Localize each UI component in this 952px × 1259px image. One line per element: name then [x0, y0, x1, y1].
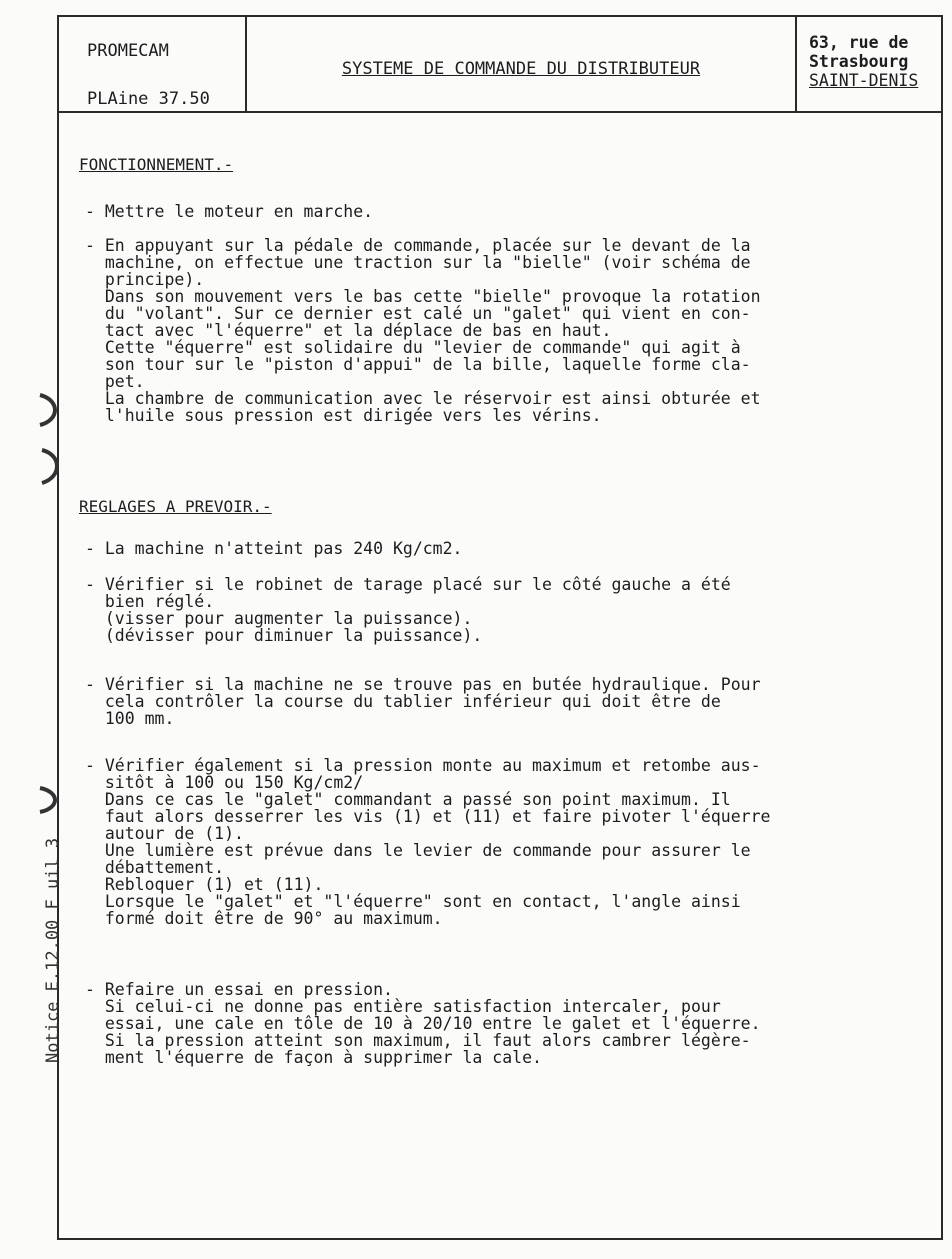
binder-hole-mark	[30, 780, 70, 820]
address-line-3: SAINT-DENIS	[809, 71, 919, 90]
address-line-1: 63, rue de	[809, 33, 909, 52]
header-left-cell	[59, 17, 247, 111]
side-note: Notice E.12.00 F uil 3	[43, 837, 63, 1063]
section-heading-fonctionnement: FONCTIONNEMENT.-	[79, 155, 234, 174]
company-name: PROMECAM	[87, 41, 169, 61]
list-item: - La machine n'atteint pas 240 Kg/cm2.	[85, 539, 463, 558]
header-address-cell	[795, 17, 941, 111]
company-address	[809, 33, 918, 90]
list-item: - Vérifier si le robinet de tarage placé sur le côté gauche a été bien réglé. (visser pour augmenter la puissance). (dévisser pour diminuer la puissance).	[85, 575, 731, 645]
section-heading-reglages: REGLAGES A PREVOIR.-	[79, 497, 272, 516]
header-table	[59, 17, 941, 113]
header-title-cell	[247, 17, 795, 111]
list-item: - Vérifier également si la pression monte au maximum et retombe aus- sitôt à 100 ou 150 Kg/cm2/ Dans ce cas le "galet" commandant a passé son point maximum. Il faut alors desserrer les vis (1) et (11) et faire pivoter l'équerre autour de (1). Une lumière est prévue dans le levier de commande pour assurer le débattement. Rebloquer (1) et (11). Lorsque le "galet" et "l'équerre" sont en contact, l'angle ainsi formé doit être de 90° au maximum.	[85, 756, 771, 928]
list-item: - Vérifier si la machine ne se trouve pas en butée hydraulique. Pour cela contrôler la course du tablier inférieur qui doit être de 100 mm.	[85, 675, 761, 728]
address-line-2: Strasbourg	[809, 52, 909, 71]
document-frame	[57, 15, 943, 1240]
machine-model: PLAine 37.50	[87, 89, 210, 109]
list-item: - Refaire un essai en pression. Si celui-ci ne donne pas entière satisfaction intercaler, pour essai, une cale en tôle de 10 à 20/10 entre le galet et l'équerre. Si la pression atteint son maximum, il faut alors cambrer légère- ment l'équerre de façon à supprimer la cale.	[85, 980, 761, 1067]
document-title: SYSTEME DE COMMANDE DU DISTRIBUTEUR	[341, 59, 701, 79]
list-item: - En appuyant sur la pédale de commande, placée sur le devant de la machine, on effectue une traction sur la "bielle" (voir schéma de principe). Dans son mouvement vers le bas cette "bielle" provoque la rotation du "volant". Sur ce dernier est calé un "galet" qui vient en con- tact avec "l'équerre" et la déplace de bas en haut. Cette "équerre" est solidaire du "levier de commande" qui agit à son tour sur le "piston d'appui" de la bille, laquelle forme cla- pet. La chambre de communication avec le réservoir est ainsi obturée et l'huile sous pression est dirigée vers les vérins.	[85, 236, 761, 425]
binder-hole-mark	[30, 385, 70, 495]
list-item: - Mettre le moteur en marche.	[85, 202, 374, 221]
